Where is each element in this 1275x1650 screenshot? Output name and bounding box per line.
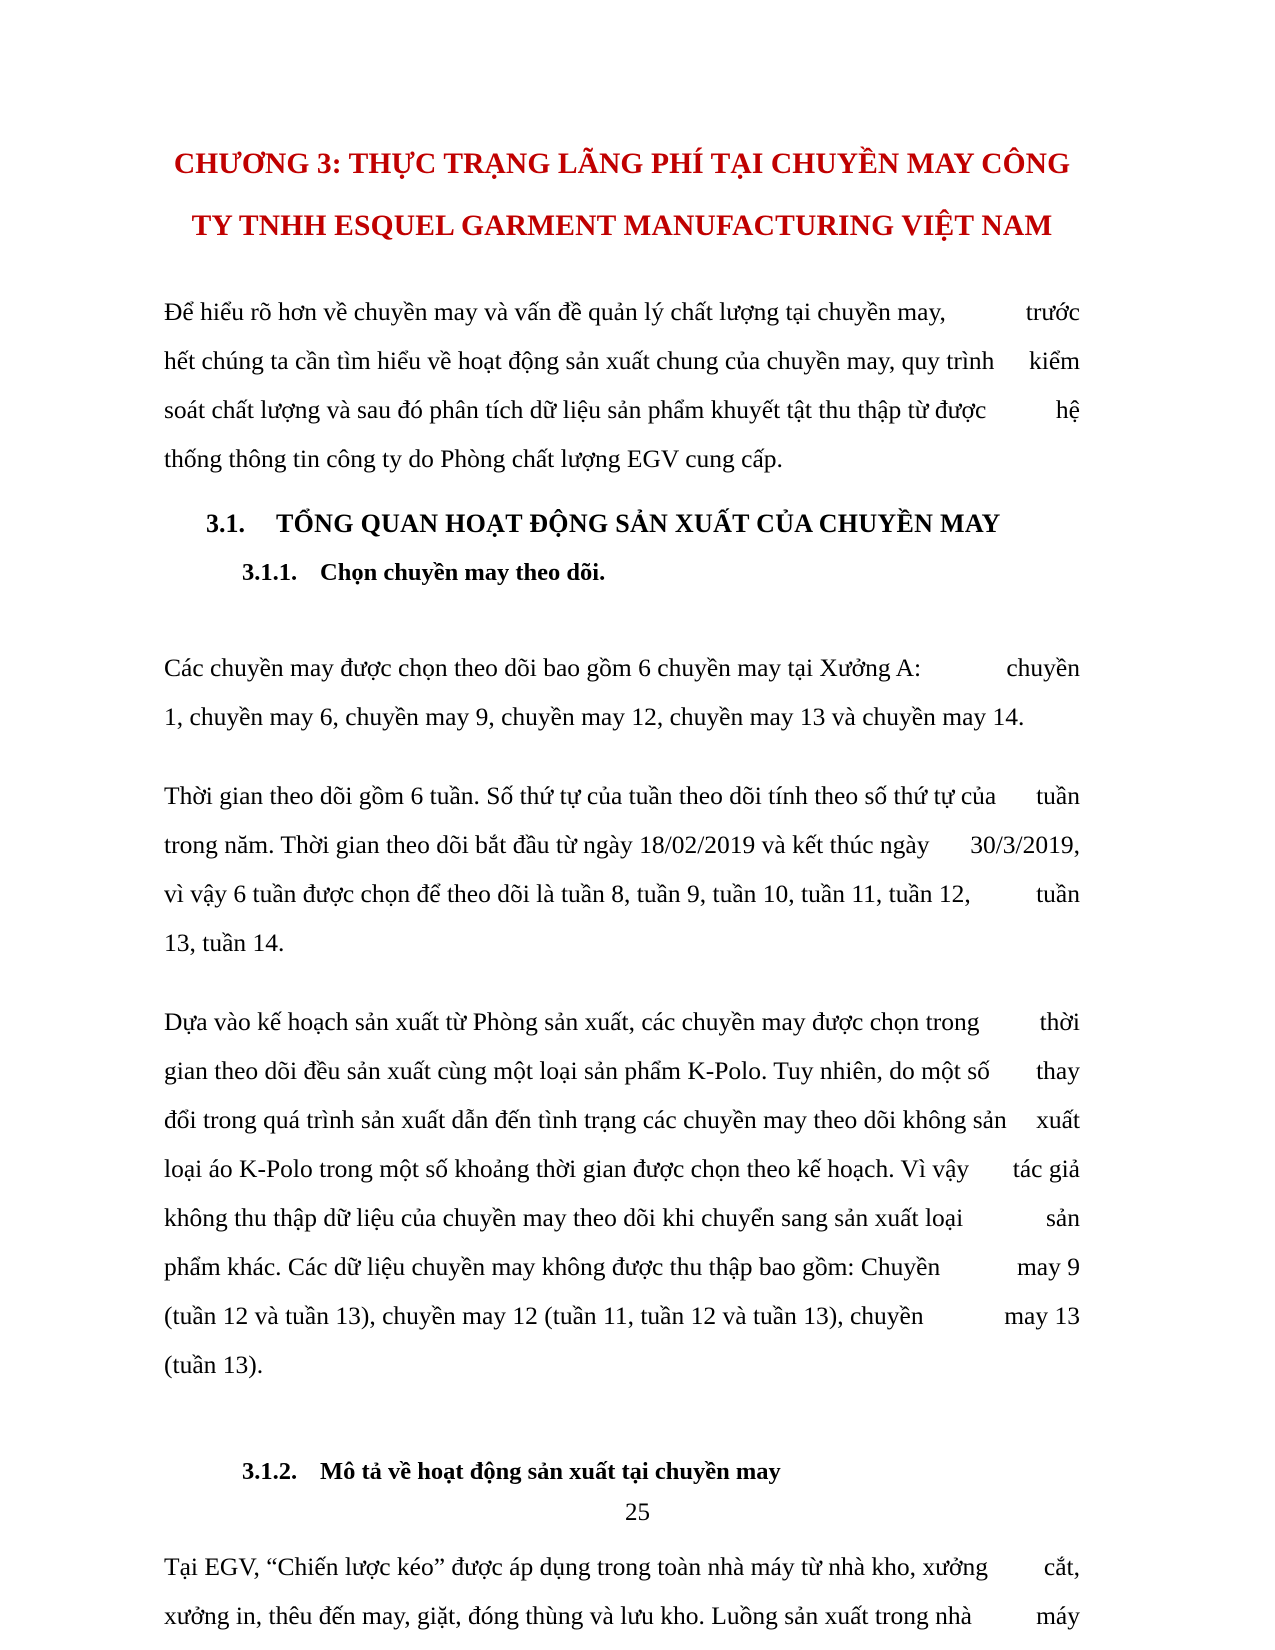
p3-line-3-text: đổi trong quá trình sản xuất dẫn đến tình trạng các chuyền may theo dõi không sản [164, 1105, 1007, 1134]
paragraph-3-line-1 [164, 997, 1080, 1046]
section-heading-3-1 [164, 499, 1080, 548]
section-number-3-1-1: 3.1.1. [242, 559, 298, 586]
paragraph-1-line-1 [164, 643, 1080, 692]
p3-line-6-tail: may 9 [1016, 1252, 1080, 1281]
chapter-title-line-1: CHƯƠNG 3: THỰC TRẠNG LÃNG PHÍ TẠI CHUYỀN MAY CÔNG [173, 148, 1071, 180]
paragraph-3-line-3 [164, 1095, 1080, 1144]
p3-line-1-text: Dựa vào kế hoạch sản xuất từ Phòng sản xuất, các chuyền may được chọn trong [164, 1007, 980, 1036]
p4-line-2-text: xưởng in, thêu đến may, giặt, đóng thùng và lưu kho. Luồng sản xuất trong nhà [164, 1601, 972, 1630]
p3-line-2-text: gian theo dõi đều sản xuất cùng một loại sản phẩm K-Polo. Tuy nhiên, do một số [164, 1056, 990, 1085]
intro-paragraph-line-4: thống thông tin công ty do Phòng chất lượng EGV cung cấp. [164, 444, 783, 473]
paragraph-2-line-3 [164, 869, 1080, 918]
spacer [164, 483, 1080, 499]
section-title-3-1-1: Chọn chuyền may theo dõi. [320, 559, 606, 586]
intro-line-2-text: hết chúng ta cần tìm hiểu về hoạt động sản xuất chung của chuyền may, quy trình [164, 346, 995, 375]
chapter-title [164, 0, 1080, 257]
intro-paragraph [164, 287, 1080, 483]
p3-line-5-text: không thu thập dữ liệu của chuyền may theo dõi khi chuyển sang sản xuất loại [164, 1203, 964, 1232]
section-heading-3-1-2 [164, 1447, 1080, 1496]
section-title-3-1-2: Mô tả về hoạt động sản xuất tại chuyền may [320, 1458, 781, 1485]
paragraph-chuyen-may-selection [164, 643, 1080, 741]
intro-line-3-tail: hệ [1055, 395, 1080, 424]
section-heading-3-1-1 [164, 548, 1080, 597]
paragraph-thoi-gian-theo-doi [164, 771, 1080, 967]
spacer [164, 1389, 1080, 1447]
paragraph-1-line-2: 1, chuyền may 6, chuyền may 9, chuyền may 12, chuyền may 13 và chuyền may 14. [164, 702, 1025, 731]
p2-line-3-tail: tuần [1036, 879, 1080, 908]
p3-line-7-text: (tuần 12 và tuần 13), chuyền may 12 (tuần 11, tuần 12 và tuần 13), chuyền [164, 1301, 924, 1330]
intro-line-1-tail: trước [1025, 297, 1080, 326]
p3-line-3-tail: xuất [1036, 1105, 1080, 1134]
p3-line-7-tail: may 13 [1004, 1301, 1080, 1330]
paragraph-4-line-2 [164, 1591, 1080, 1640]
p4-line-2-tail: máy [1036, 1601, 1080, 1630]
p2-line-1-tail: tuần [1036, 781, 1080, 810]
paragraph-3-line-2 [164, 1046, 1080, 1095]
paragraph-2-line-4: 13, tuần 14. [164, 928, 285, 957]
intro-paragraph-line-2 [164, 336, 1080, 385]
p4-line-1-text: Tại EGV, “Chiến lược kéo” được áp dụng trong toàn nhà máy từ nhà kho, xưởng [164, 1552, 988, 1581]
spacer [164, 967, 1080, 997]
p2-line-3-text: vì vậy 6 tuần được chọn để theo dõi là tuần 8, tuần 9, tuần 10, tuần 11, tuần 12, [164, 879, 971, 908]
p4-line-1-tail: cắt, [1043, 1552, 1080, 1581]
p2-line-2-text: trong năm. Thời gian theo dõi bắt đầu từ ngày 18/02/2019 và kết thúc ngày [164, 830, 930, 859]
section-number-3-1-2: 3.1.2. [242, 1458, 298, 1485]
p3-line-6-text: phẩm khác. Các dữ liệu chuyền may không được thu thập bao gồm: Chuyền [164, 1252, 941, 1281]
intro-line-3-text: soát chất lượng và sau đó phân tích dữ liệu sản phẩm khuyết tật thu thập từ được [164, 395, 987, 424]
page-number-value: 25 [625, 1499, 650, 1526]
p1-line-1-tail: chuyền [1006, 653, 1080, 682]
section-title-3-1: TỔNG QUAN HOẠT ĐỘNG SẢN XUẤT CỦA CHUYỀN MAY [276, 509, 1001, 538]
paragraph-2-line-2 [164, 820, 1080, 869]
paragraph-3-line-7 [164, 1291, 1080, 1340]
spacer [164, 741, 1080, 771]
intro-paragraph-line-1 [164, 287, 1080, 336]
chapter-title-line-2: TY TNHH ESQUEL GARMENT MANUFACTURING VIỆT NAM [191, 210, 1053, 242]
intro-line-1-text: Để hiểu rõ hơn về chuyền may và vấn đề quản lý chất lượng tại chuyền may, [164, 297, 946, 326]
p3-line-2-tail: thay [1036, 1056, 1080, 1085]
paragraph-4-line-1 [164, 1542, 1080, 1591]
p2-line-2-tail: 30/3/2019, [970, 830, 1080, 859]
spacer [164, 597, 1080, 643]
page-content [164, 0, 1080, 1640]
spacer [164, 257, 1080, 287]
p1-line-1-text: Các chuyền may được chọn theo dõi bao gồm 6 chuyền may tại Xưởng A: [164, 653, 922, 682]
p3-line-1-tail: thời [1039, 1007, 1080, 1036]
paragraph-3-line-6 [164, 1242, 1080, 1291]
paragraph-3-line-8: (tuần 13). [164, 1350, 264, 1379]
paragraph-3-line-5 [164, 1193, 1080, 1242]
page-number [0, 1498, 1275, 1528]
p3-line-5-tail: sản [1046, 1203, 1080, 1232]
p3-line-4-tail: tác giả [1012, 1154, 1080, 1183]
paragraph-2-line-1 [164, 771, 1080, 820]
section-number-3-1: 3.1. [206, 509, 245, 538]
paragraph-ke-hoach-san-xuat [164, 997, 1080, 1389]
intro-line-2-tail: kiểm [1029, 346, 1080, 375]
p3-line-4-text: loại áo K-Polo trong một số khoảng thời gian được chọn theo kế hoạch. Vì vậy [164, 1154, 970, 1183]
intro-paragraph-line-3 [164, 385, 1080, 434]
paragraph-chien-luoc-keo [164, 1542, 1080, 1640]
paragraph-3-line-4 [164, 1144, 1080, 1193]
p2-line-1-text: Thời gian theo dõi gồm 6 tuần. Số thứ tự của tuần theo dõi tính theo số thứ tự của [164, 781, 997, 810]
